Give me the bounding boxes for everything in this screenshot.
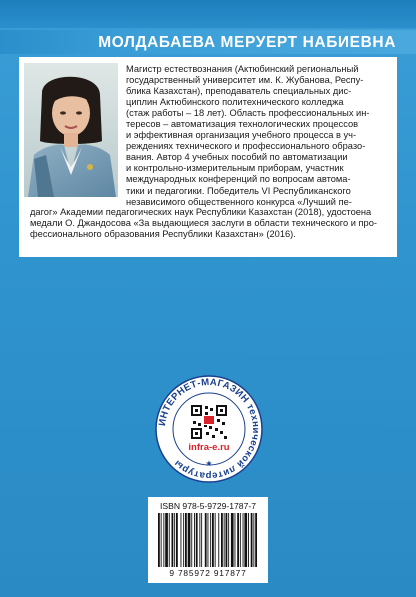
barcode-bar (248, 513, 249, 567)
qr-code-icon (190, 404, 228, 440)
author-bio-continued (30, 207, 392, 240)
barcode-bar (185, 513, 187, 567)
barcode-bar (161, 513, 162, 567)
bio-line: дагог» Академии педагогических наук Республики Казахстан (2018), удостоена (30, 207, 372, 217)
barcode (156, 513, 260, 567)
bio-line: тересов – автоматизация технологических процессов (126, 119, 359, 130)
bio-line: и контрольно-измерительным приборам, участник (126, 163, 344, 174)
barcode-bar (194, 513, 195, 567)
barcode-bar (183, 513, 184, 567)
barcode-bar (244, 513, 247, 567)
top-band (0, 0, 416, 28)
publisher-stamp (154, 374, 264, 484)
barcode-bar (255, 513, 257, 567)
bio-line: циплин Актюбинского политехнического колледжа (126, 97, 344, 108)
barcode-bar (176, 513, 178, 567)
bio-line: фессионального образования Республики Казахстан» (2016). (30, 229, 296, 240)
barcode-bar (221, 513, 223, 567)
barcode-bar (212, 513, 214, 567)
bio-line: тики и педагогики. Победитель VI Республиканского (126, 185, 351, 196)
stamp-site: infra-e.ru (188, 442, 230, 453)
barcode-bar (215, 513, 216, 567)
isbn: ISBN 978-5-9729-1787-7 (159, 501, 257, 511)
barcode-bar (181, 513, 182, 567)
bio-line: блика Казахстан), преподаватель специальных дис- (126, 86, 352, 97)
bio-line: вания. Автор 4 учебных пособий по автоматизации (126, 152, 348, 163)
barcode-bar (235, 513, 236, 567)
barcode-bar (174, 513, 175, 567)
bio-line: медали О. Джандосова «За выдающиеся заслуги в области технического и про- (30, 218, 377, 229)
barcode-bar (251, 513, 253, 567)
bio-line: государственный университет им. К. Жубанова, Респу- (126, 75, 364, 86)
barcode-bar (158, 513, 160, 567)
bio-line: независимого общественного конкурса «Лучший пе- (126, 196, 352, 207)
stamp-ring-text: ИНТЕРНЕТ-МАГАЗИН технической литературы (157, 376, 262, 482)
author-name: МОЛДАБАЕВА МЕРУЕРТ НАБИЕВНА (98, 34, 396, 51)
barcode-bar (224, 513, 225, 567)
barcode-bar (253, 513, 254, 567)
barcode-bar (228, 513, 229, 567)
barcode-bar (199, 513, 200, 567)
barcode-bar (218, 513, 219, 567)
author-bio (126, 64, 388, 208)
barcode-bar (208, 513, 209, 567)
barcode-bar (205, 513, 207, 567)
barcode-bar (169, 513, 170, 567)
barcode-bar (163, 513, 164, 567)
barcode-bar (188, 513, 191, 567)
barcode-bar (172, 513, 174, 567)
star-icon: ★ (205, 459, 213, 468)
author-photo (24, 63, 118, 197)
barcode-bar (210, 513, 211, 567)
barcode-bar (237, 513, 239, 567)
bio-line: и эффективная организация учебного процесса в уч- (126, 130, 357, 141)
bio-line: Магистр естествознания (Актюбинский региональный (126, 64, 359, 74)
barcode-bar (231, 513, 234, 567)
barcode-bar (226, 513, 228, 567)
bio-line: (стаж работы – 18 лет). Область профессиональных ин- (126, 108, 370, 119)
barcode-bar (196, 513, 198, 567)
barcode-digits: 9 785972 917877 (169, 568, 247, 578)
barcode-bar (240, 513, 241, 567)
bio-line: реждениях технического и профессионального образо- (126, 141, 366, 152)
barcode-box (148, 497, 268, 583)
barcode-bar (201, 513, 202, 567)
bio-line: международных конференций по вопросам автома- (126, 174, 351, 185)
barcode-bar (165, 513, 168, 567)
barcode-bar (191, 513, 192, 567)
barcode-bar (243, 513, 244, 567)
